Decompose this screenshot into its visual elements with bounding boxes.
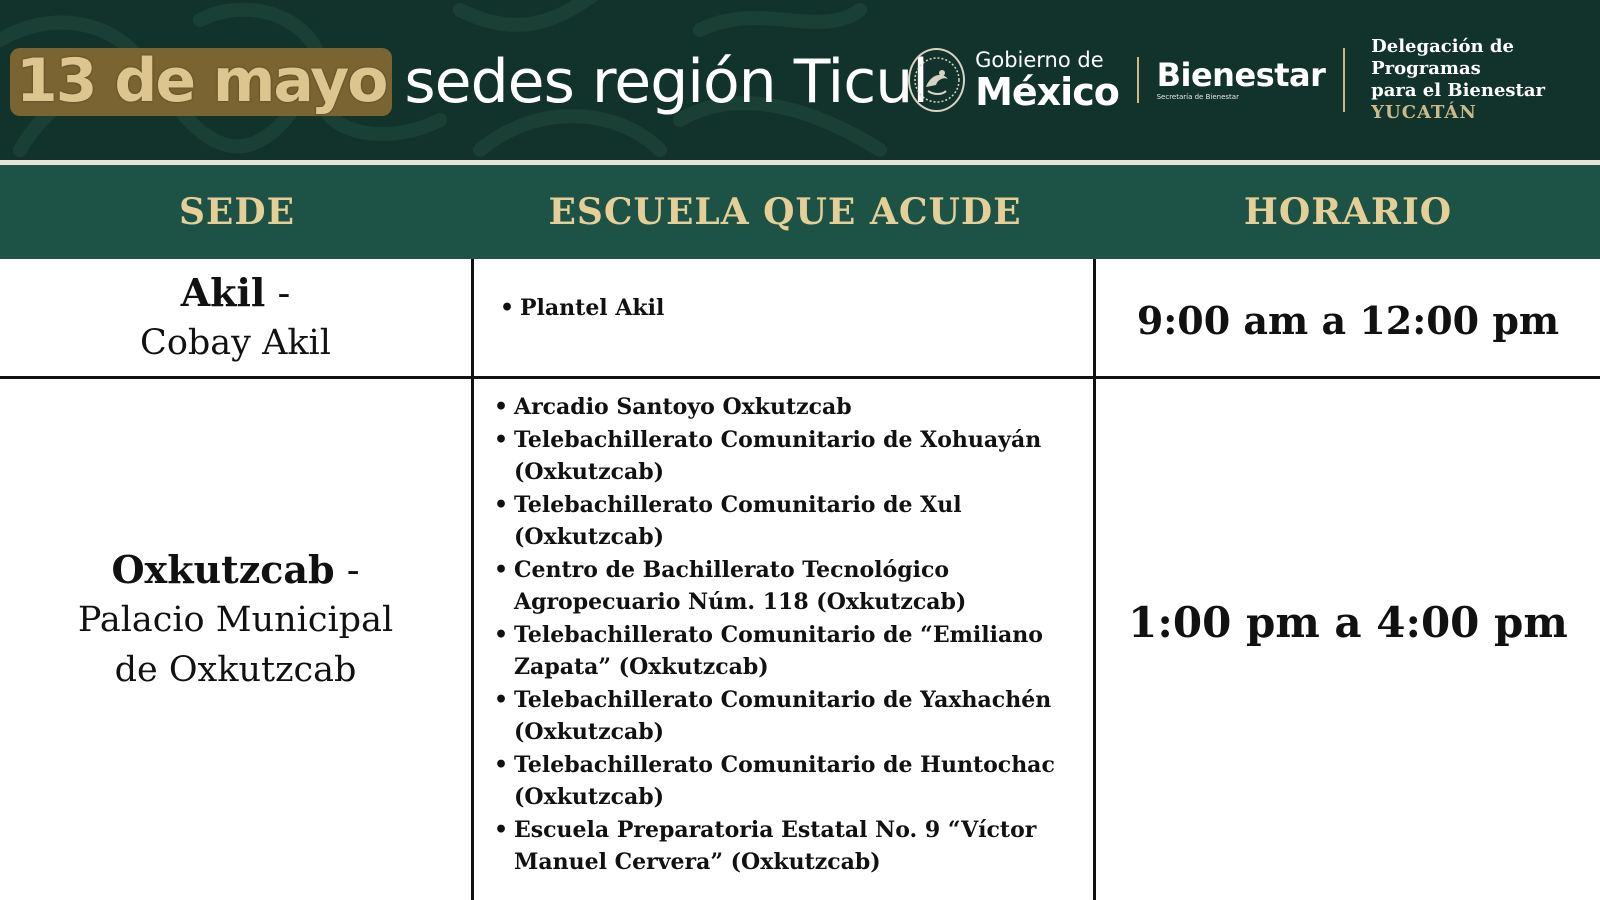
sede-separator: - <box>334 547 360 592</box>
school-list <box>498 292 1087 325</box>
gobierno-logo-main: México <box>975 69 1119 114</box>
list-item: • Telebachillerato Comunitario de “Emiliano Zapata” (Oxkutzcab) <box>492 619 1087 684</box>
table-row <box>0 379 1600 900</box>
logo-divider <box>1343 48 1345 112</box>
list-item: • Telebachillerato Comunitario de Huntochac (Oxkutzcab) <box>492 749 1087 814</box>
gobierno-logo-top: Gobierno de <box>975 47 1104 72</box>
sede-name: Oxkutzcab <box>111 546 335 592</box>
header-banner <box>0 0 1600 160</box>
national-seal-icon <box>908 48 965 112</box>
bienestar-logo-sub: Secretaría de Bienestar <box>1156 93 1239 101</box>
title-text: sedes región Ticul <box>404 47 928 117</box>
list-item: • Telebachillerato Comunitario de Xul (Oxkutzcab) <box>492 489 1087 554</box>
schools-cell <box>474 259 1096 376</box>
list-item: • Escuela Preparatoria Estatal No. 9 “Víctor Manuel Cervera” (Oxkutzcab) <box>492 814 1087 879</box>
horario-cell <box>1096 259 1600 376</box>
horario-text: 9:00 am a 12:00 pm <box>1136 298 1560 343</box>
list-item: • Telebachillerato Comunitario de Xohuayán (Oxkutzcab) <box>492 424 1087 489</box>
schools-cell <box>474 379 1096 900</box>
sede-separator: - <box>265 270 291 315</box>
delegacion-state: YUCATÁN <box>1371 101 1477 123</box>
column-header-sede: SEDE <box>178 191 296 233</box>
sede-place-line-1: Palacio Municipal <box>77 599 394 640</box>
list-item: • Centro de Bachillerato Tecnológico Agropecuario Núm. 118 (Oxkutzcab) <box>492 554 1087 619</box>
list-item: • Arcadio Santoyo Oxkutzcab <box>492 391 1087 424</box>
table-header <box>0 165 1600 259</box>
sede-place-line-2: de Oxkutzcab <box>114 649 357 690</box>
sede-place: Cobay Akil <box>140 322 331 363</box>
delegacion-line-2: para el Bienestar <box>1371 80 1545 101</box>
bienestar-logo <box>1156 56 1326 101</box>
horario-text: 1:00 pm a 4:00 pm <box>1128 598 1568 647</box>
title-date: 13 de mayo <box>10 48 392 116</box>
sede-cell <box>0 379 474 900</box>
logo-divider <box>1137 57 1139 103</box>
delegacion-label <box>1371 36 1600 124</box>
page-title <box>10 42 928 122</box>
school-list <box>492 391 1087 879</box>
column-header-escuela: ESCUELA QUE ACUDE <box>548 191 1022 233</box>
sede-name: Akil <box>180 269 266 315</box>
sede-cell <box>0 259 474 376</box>
delegacion-line-1: Delegación de Programas <box>1371 36 1514 80</box>
list-item: • Telebachillerato Comunitario de Yaxhachén (Oxkutzcab) <box>492 684 1087 749</box>
list-item: • Plantel Akil <box>498 292 1087 325</box>
table-row <box>0 259 1600 379</box>
sede-title <box>181 268 291 318</box>
sede-title <box>111 545 359 595</box>
gobierno-logo <box>975 47 1119 114</box>
bienestar-logo-main: Bienestar <box>1156 56 1326 94</box>
institution-logos <box>908 36 1600 123</box>
horario-cell <box>1096 379 1600 900</box>
column-header-horario: HORARIO <box>1243 191 1453 233</box>
